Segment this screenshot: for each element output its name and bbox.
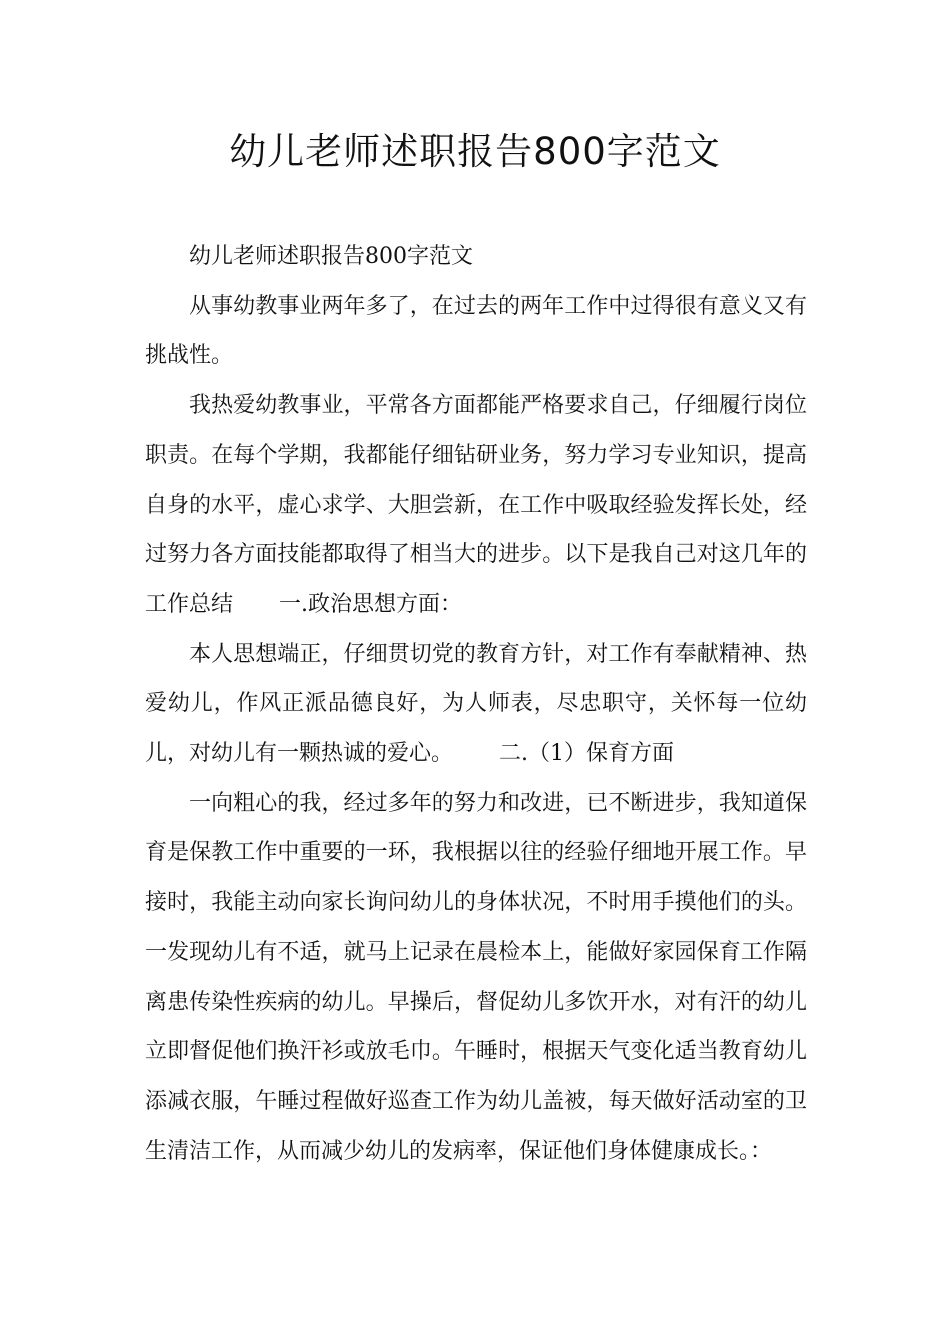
paragraph-subtitle	[145, 232, 807, 282]
section-heading-care: 二.（1）保育方面	[499, 741, 675, 767]
paragraph-text: 一向粗心的我，经过多年的努力和改进，已不断进步，我知道保育是保教工作中重要的一环，我根据以往的经验仔细地开展工作。早接时，我能主动向家长询问幼儿的身体状况，不时用手摸他们的头。一发现幼儿有不适，就马上记录在晨检本上，能做好家园保育工作隔离患传染性疾病的幼儿。早操后，督促幼儿多饮开水，对有汗的幼儿立即督促他们换汗衫或放毛巾。午睡时，根据天气变化适当教育幼儿添减衣服，午睡过程做好巡查工作为幼儿盖被，每天做好活动室的卫生清洁工作，从而减少幼儿的发病率，保证他们身体健康成长。：	[145, 790, 807, 1164]
paragraph-summary	[145, 381, 807, 630]
paragraph-political	[145, 630, 807, 779]
document-body	[145, 232, 807, 1176]
paragraph-text: 我热爱幼教事业，平常各方面都能严格要求自己，仔细履行岗位职责。在每个学期，我都能仔细钻研业务，努力学习专业知识，提高自身的水平，虚心求学、大胆尝新，在工作中吸取经验发挥长处，经过努力各方面技能都取得了相当大的进步。以下是我自己对这几年的工作总结	[145, 393, 807, 617]
paragraph-text: 本人思想端正，仔细贯切党的教育方针，对工作有奉献精神、热爱幼儿，作风正派品德良好，为人师表，尽忠职守，关怀每一位幼儿，对幼儿有一颗热诚的爱心。	[145, 641, 807, 767]
paragraph-text: 从事幼教事业两年多了，在过去的两年工作中过得很有意义又有挑战性。	[145, 293, 807, 369]
document-title: 幼儿老师述职报告800字范文	[229, 130, 721, 173]
section-heading-political: 一.政治思想方面：	[279, 591, 463, 617]
paragraph-text: 幼儿老师述职报告800字范文	[189, 244, 473, 269]
paragraph-care	[145, 779, 807, 1177]
paragraph-intro	[145, 282, 807, 381]
